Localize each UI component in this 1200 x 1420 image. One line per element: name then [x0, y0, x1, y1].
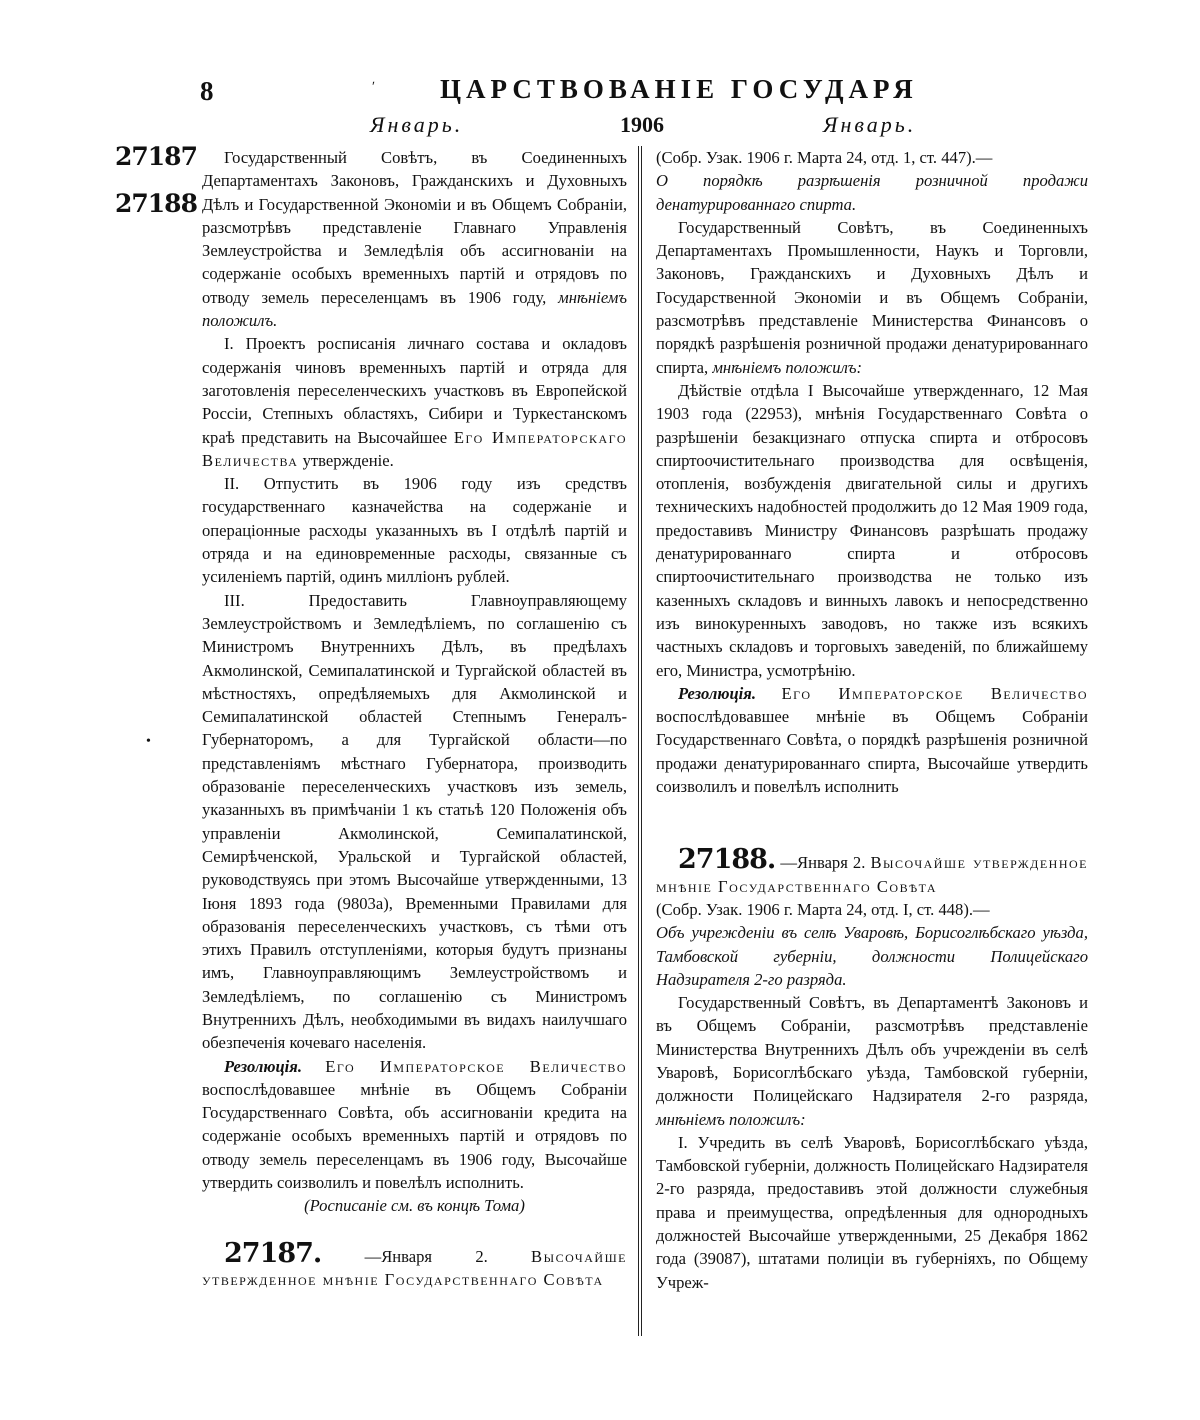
- body-447-1: [656, 216, 1088, 379]
- margin-dot: •: [146, 734, 151, 749]
- month-right: Январь.: [823, 112, 917, 137]
- body-447-2: Дѣйствіе отдѣла I Высочайше утвержденнаго, 12 Мая 1903 года (22953), мнѣнія Государственнаго Совѣта о разрѣшеніи безакцизнаго отпуска спирта и отбросовъ спиртоочистительнаго производства для освѣщенія, отопленія, возбужденія двигательной силы и другихъ техническихъ надобностей продолжить до 12 Мая 1909 года, предоставивъ Министру Финансовъ разрѣшать продажу денатурированнаго спирта и отбросовъ спиртоочистительнаго производства не только изъ казенныхъ складовъ и винныхъ лавокъ и непосредственно изъ винокуренныхъ заводовъ, но также изъ всякихъ частныхъ складовъ и торговыхъ заведеній, по ближайшему его, Министра, усмотрѣнію.: [656, 380, 1088, 680]
- entry-number: 27188.: [678, 844, 776, 876]
- paragraph-2: II. Отпустить въ 1906 году изъ средствъ государственнаго казначейства на содержаніе и операціонные расходы указанныхъ въ I отдѣлѣ партій и отряда и на единовременные расходы, связанные съ усиленіемъ партій, одинъ милліонъ рублей.: [202, 474, 627, 587]
- intro-text: Государственный Совѣтъ, въ Соединенныхъ Департаментахъ Законовъ, Гражданскихъ и Духовныхъ Дѣлъ и Государственной Экономіи и въ Общемъ Собраніи, разсмотрѣвъ представленіе Главнаго Управленія Землеустройства и Земледѣлія объ ассигнованіи на содержаніе особыхъ временныхъ партій и отрядовъ по отводу земель переселенцамъ въ 1906 году,: [202, 148, 627, 307]
- entry-heading-27187: [202, 1237, 628, 1292]
- title-447: О порядкѣ разрѣшенія розничной продажи денатурированнаго спирта.: [656, 171, 1088, 214]
- paragraph-3: III. Предоставить Главноуправляющему Землеустройствомъ и Земледѣліемъ, по соглашенію съ Министромъ Внутреннихъ Дѣлъ, въ предѣлахъ Акмолинской, Семипалатинской и Тургайской областей въ мѣстностяхъ, опредѣляемыхъ для Акмолинской и Семипалатинской областей Степнымъ Генералъ-Губернаторомъ, а для Тургайской области—по представленіямъ мѣстнаго Губернатора, производить образованіе переселенческихъ участковъ изъ земель, указанныхъ въ примѣчаніи 1 къ статьѣ 120 Положенія объ управленіи Акмолинской, Семипалатинской, Семирѣченской, Уральской и Тургайской областей, руководствуясь при этомъ Высочайше утвержденными, 13 Іюня 1893 года (9803а), Временными Правилами для образованія переселенческихъ участковъ, съ тѣми отъ этихъ Правилъ отступленіями, которыя будутъ признаны имъ, Главноуправляющимъ Землеустройствомъ и Земледѣліемъ, по соглашенію съ Министромъ Внутреннихъ Дѣлъ, необходимыми въ видахъ наилучшаго обезпеченія кочеваго населенія.: [202, 590, 627, 1053]
- body-italic: мнѣніемъ положилъ:: [712, 357, 862, 377]
- title-448: Объ учрежденіи въ селѣ Уваровѣ, Борисоглѣбскаго уѣзда, Тамбовской губерніи, должности Полицейскаго Надзирателя 2-го разряда.: [656, 923, 1088, 989]
- citation-448: (Собр. Узак. 1906 г. Марта 24, отд. I, ст. 448).—: [656, 899, 990, 919]
- resolution-title: Его Императорское Величество: [325, 1056, 627, 1076]
- schedule-note: (Росписаніе см. въ концѣ Тома): [304, 1196, 525, 1216]
- citation-447: (Собр. Узак. 1906 г. Марта 24, отд. 1, ст. 447).—: [656, 148, 993, 167]
- resolution-title: Его Императорское Величество: [781, 683, 1088, 703]
- resolution-text: воспослѣдовавшее мнѣніе въ Общемъ Собраніи Государственнаго Совѣта, объ ассигнованіи кредита на содержаніе особыхъ временныхъ партій и отрядовъ по отводу земель переселенцамъ въ 1906 году, Высочайше утвердить соизволилъ и повелѣлъ исполнить.: [202, 1079, 627, 1193]
- margin-number-27187: 27187: [115, 142, 197, 171]
- paragraph-1: [202, 332, 627, 472]
- entry-title: Высочайше утвержденное мнѣніе Государственнаго Совѣта: [656, 853, 1088, 896]
- entry-title: Высочайше утвержденное мнѣніе Государственнаго Совѣта: [202, 1246, 628, 1289]
- resolution-447: [656, 682, 1088, 798]
- resolution-label: Резолюція.: [224, 1056, 302, 1076]
- body-italic: мнѣніемъ положилъ:: [656, 1109, 806, 1129]
- resolution-paragraph: [202, 1055, 627, 1195]
- intro-paragraph: [202, 146, 627, 332]
- running-head-title: ЦАРСТВОВАНІЕ ГОСУДАРЯ: [440, 74, 918, 104]
- year-heading: 1906: [620, 112, 664, 137]
- right-column: [656, 146, 1088, 1294]
- entry-date: —Января 2.: [780, 853, 866, 873]
- column-divider: [638, 146, 642, 1336]
- paragraph-1-end: утвержденіе.: [302, 450, 394, 470]
- body-448-2: I. Учредить въ селѣ Уваровѣ, Борисоглѣбскаго уѣзда, Тамбовской губерніи, должность Полицейскаго Надзирателя 2-го разряда, предоставивъ этой должности служебныя права и преимущества, опредѣленныя для однородныхъ должностей Высочайше утвержденными, 25 Декабря 1862 года (39087), штатами полиціи въ губерніяхъ, по Общему Учреж-: [656, 1132, 1088, 1292]
- paragraph-1-text: I. Проектъ росписанія личнаго состава и окладовъ содержанія чиновъ временныхъ партій и отряда для заготовленія переселенческихъ участковъ въ Европейской Россіи, Степныхъ областяхъ, Сибири и Туркестанскомъ краѣ представить на Высочайшее: [202, 334, 627, 447]
- month-left: Январь.: [370, 112, 464, 137]
- entry-number: 27187.: [224, 1237, 322, 1269]
- resolution-label: Резолюція.: [678, 683, 756, 703]
- resolution-text: воспослѣдовавшее мнѣніе въ Общемъ Собраніи Государственнаго Совѣта, о порядкѣ разрѣшенія розничной продажи денатурированнаго спирта, Высочайше утвердить соизволилъ и повелѣлъ исполнить: [656, 707, 1088, 797]
- intro-italic: мнѣніемъ положилъ.: [202, 287, 627, 331]
- page-number: 8: [200, 76, 214, 106]
- paragraph-1-title: Его Императорскаго Величества: [202, 427, 627, 470]
- body-448-1: [656, 991, 1088, 1131]
- body-text: Государственный Совѣтъ, въ Соединенныхъ Департаментахъ Промышленности, Наукъ и Торговли, Законовъ, Гражданскихъ и Духовныхъ Дѣлъ и Государственной Экономіи и въ Общемъ Собраніи, разсмотрѣвъ представленіе Министерства Финансовъ о порядкѣ разрѣшенія розничной продажи денатурированнаго спирта,: [656, 217, 1088, 377]
- body-text: Государственный Совѣтъ, въ Департаментѣ Законовъ и въ Общемъ Собраніи, разсмотрѣвъ представленіе Министерства Внутреннихъ Дѣлъ объ учрежденіи въ селѣ Уваровѣ, Борисоглѣбскаго уѣзда, Тамбовской губерніи, должности Полицейскаго Надзирателя 2-го разряда,: [656, 993, 1088, 1106]
- stray-mark: ʹ: [372, 80, 376, 95]
- left-column: [202, 146, 627, 1291]
- margin-number-27188: 27188: [115, 189, 197, 218]
- entry-date: —Января 2.: [364, 1246, 488, 1266]
- entry-heading-27188: [656, 844, 1088, 898]
